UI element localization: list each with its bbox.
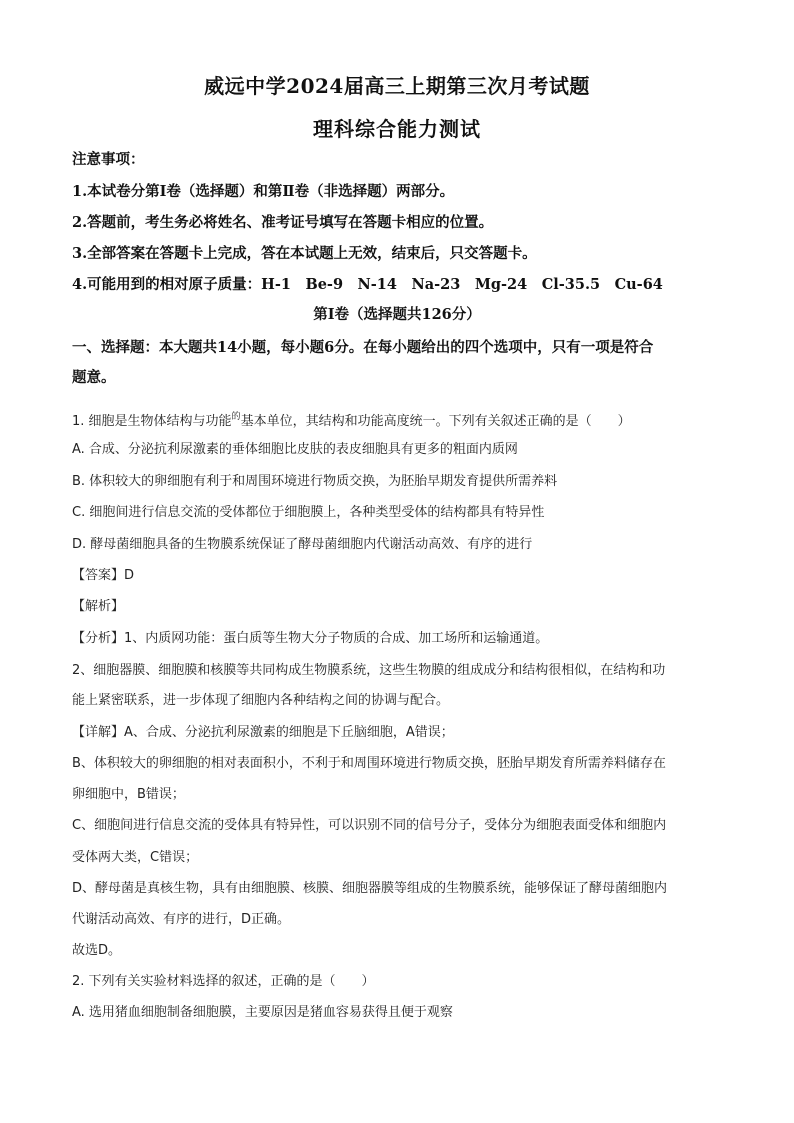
section-instruction: 一、选择题：本大题共14小题，每小题6分。在每小题给出的四个选项中，只有一项是符合 [72,339,654,356]
analysis-line: 故选D。 [72,943,122,958]
section-instruction-cont: 题意。 [72,369,116,386]
analysis-line: 受体两大类，C错误； [72,850,199,865]
analysis-heading: 【解析】 [72,599,125,614]
question-stem-part: 基本单位，其结构和功能高度统一。下列有关叙述正确的是（ ） [240,414,631,429]
exam-subtitle: 理科综合能力测试 [313,117,481,141]
analysis-line: C、细胞间进行信息交流的受体具有特异性，可以识别不同的信号分子，受体分为细胞表面受体和细胞内 [72,818,667,833]
option-a: A. 选用猪血细胞制备细胞膜，主要原因是猪血容易获得且便于观察 [72,1005,453,1020]
question-stem: 2. 下列有关实验材料选择的叙述，正确的是（ ） [72,974,375,989]
analysis-line: 【详解】A、合成、分泌抗利尿激素的细胞是下丘脑细胞，A错误； [72,725,454,740]
analysis-line: 能上紧密联系，进一步体现了细胞内各种结构之间的协调与配合。 [72,693,450,708]
option-a: A. 合成、分泌抗利尿激素的垂体细胞比皮肤的表皮细胞具有更多的粗面内质网 [72,442,518,457]
notice-item: 2.答题前，考生务必将姓名、准考证号填写在答题卡相应的位置。 [72,214,494,231]
notice-item: 3.全部答案在答题卡上完成，答在本试题上无效，结束后，只交答题卡。 [72,245,537,262]
analysis-line: 卵细胞中，B错误； [72,787,185,802]
option-d: D. 酵母菌细胞具备的生物膜系统保证了酵母菌细胞内代谢活动高效、有序的进行 [72,537,533,552]
analysis-line: 代谢活动高效、有序的进行，D正确。 [72,912,291,927]
question-stem [72,407,732,432]
notice-item: 4.可能用到的相对原子质量：H-1 Be-9 N-14 Na-23 Mg-24 Cl-35.5 Cu-64 [72,276,663,293]
option-c: C. 细胞间进行信息交流的受体都位于细胞膜上，各种类型受体的结构都具有特异性 [72,505,545,520]
answer-line: 【答案】D [72,568,135,583]
notice-heading: 注意事项： [72,151,145,168]
analysis-line: D、酵母菌是真核生物，具有由细胞膜、核膜、细胞器膜等组成的生物膜系统，能够保证了酵母菌细胞内 [72,881,668,896]
analysis-line: 2、细胞器膜、细胞膜和核膜等共同构成生物膜系统，这些生物膜的组成成分和结构很相似，在结构和功 [72,663,666,678]
exam-title: 威远中学2024届高三上期第三次月考试题 [204,74,590,98]
question-stem-sup: 的 [231,412,241,422]
section-title: 第Ⅰ卷（选择题共126分） [313,306,481,323]
analysis-line: B、体积较大的卵细胞的相对表面积小，不利于和周围环境进行物质交换，胚胎早期发育所需养料储存在 [72,756,666,771]
notice-item: 1.本试卷分第Ⅰ卷（选择题）和第Ⅱ卷（非选择题）两部分。 [72,183,455,200]
option-b: B. 体积较大的卵细胞有利于和周围环境进行物质交换，为胚胎早期发育提供所需养料 [72,474,558,489]
analysis-line: 【分析】1、内质网功能：蛋白质等生物大分子物质的合成、加工场所和运输通道。 [72,631,549,646]
question-stem-part: 1. 细胞是生物体结构与功能 [72,414,232,429]
